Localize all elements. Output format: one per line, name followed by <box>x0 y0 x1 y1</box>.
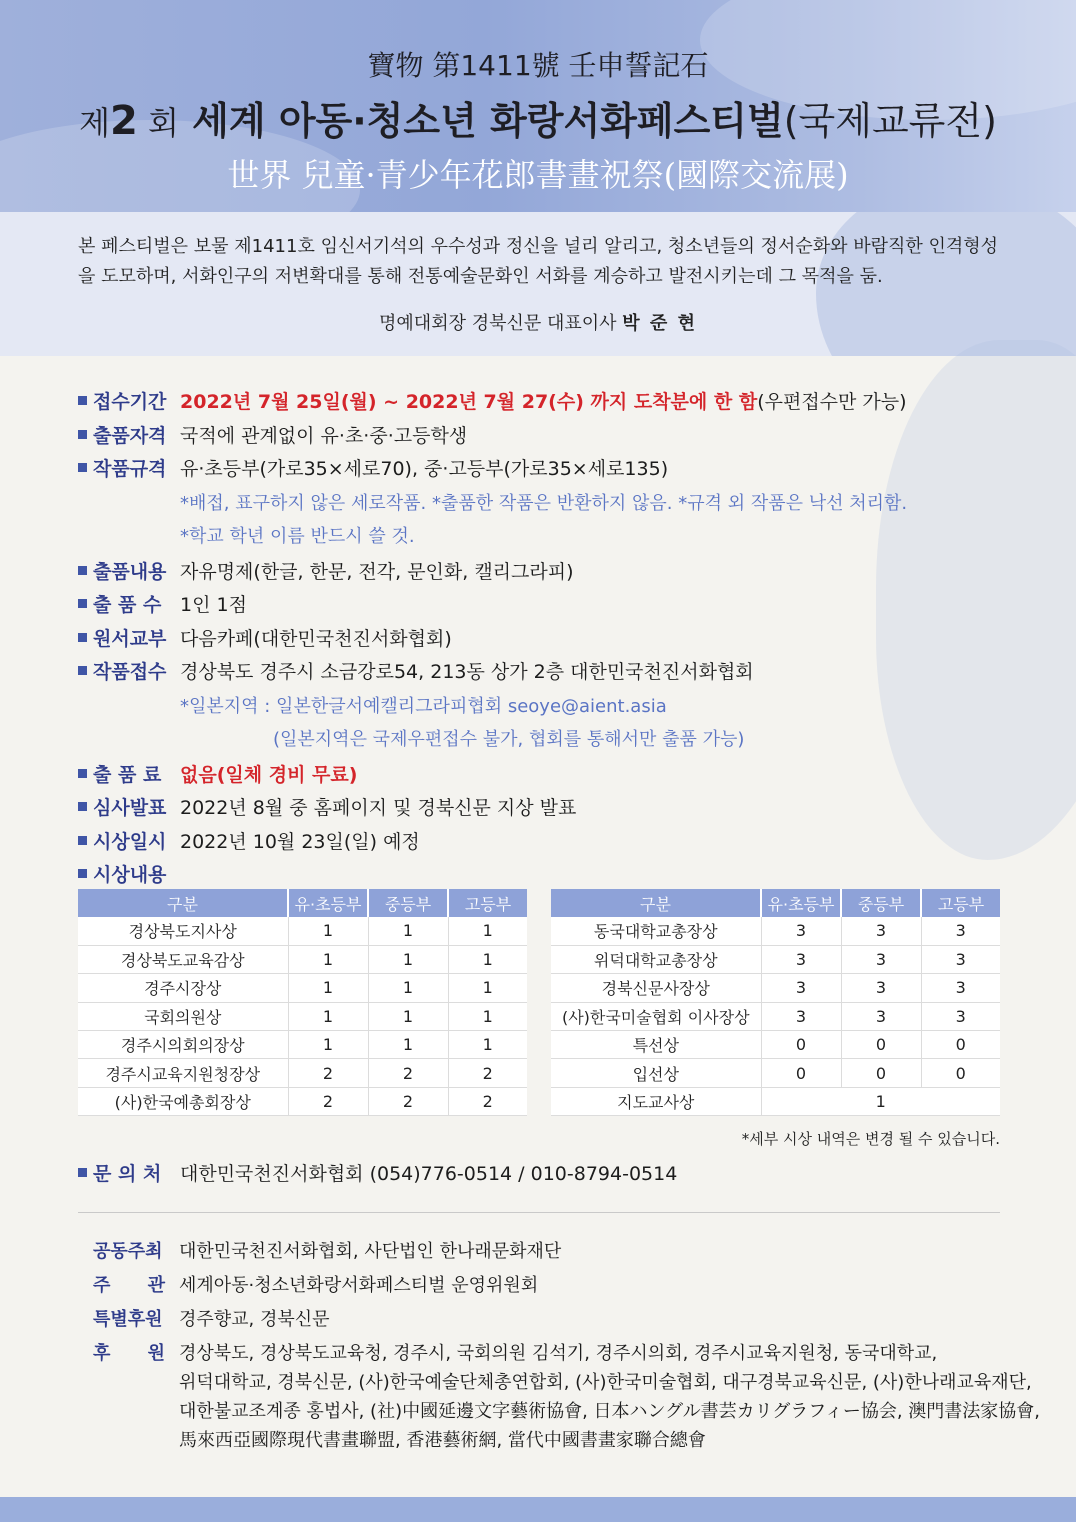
org-label: 특별후원 <box>93 1309 163 1330</box>
info-row-period: 접수기간 2022년 7월 25일(월) ~ 2022년 7월 27(수) 까지 도착분에 한 함(우편접수만 가능) <box>78 386 1008 420</box>
table-row: 입선상 0 0 0 <box>551 1059 1000 1087</box>
sponsor-line: 위덕대학교, 경북신문, (사)한국예술단체총연합회, (사)한국미술협회, 대구경북교육신문, (사)한나래교육재단, <box>179 1372 1032 1393</box>
table-row: 경상북도교육감상 1 1 1 <box>78 945 527 973</box>
square-bullet-icon <box>78 869 87 878</box>
contact-row: 문 의 처 대한민국천진서화협회 (054)776-0514 / 010-8794-0514 <box>78 1158 1008 1192</box>
table-row: 경주시교육지원청장상 2 2 2 <box>78 1059 527 1087</box>
festival-title <box>0 90 1076 145</box>
header-banner <box>0 0 1076 212</box>
spec-note: *배접, 표구하지 않은 세로작품. *출품한 작품은 반환하지 않음. *규격 외 작품은 낙선 처리함. <box>180 492 908 514</box>
square-bullet-icon <box>78 566 87 575</box>
award-table-right <box>551 889 1000 1116</box>
info-row-awards: 시상내용 <box>78 859 1008 893</box>
info-row-form: 원서교부 다음카페(대한민국천진서화협회) <box>78 623 1008 657</box>
table-row: 경주시장상 1 1 1 <box>78 974 527 1002</box>
table-row: 지도교사상 1 <box>551 1087 1000 1115</box>
info-row-count: 출 품 수 1인 1점 <box>78 589 1008 623</box>
square-bullet-icon <box>78 666 87 675</box>
org-row-sponsor <box>93 1339 1040 1455</box>
festival-title-hanja: 世界 兒童·青少年花郎書畫祝祭(國際交流展) <box>227 156 849 194</box>
info-row-receipt: 작품접수 경상북도 경주시 소금강로54, 213동 상가 2층 대한민국천진서화협회 <box>78 656 1008 690</box>
table-row: 국회의원상 1 1 1 <box>78 1002 527 1030</box>
treasure-title: 寶物 第1411號 壬申誓記石 <box>367 49 709 82</box>
contact-value: 대한민국천진서화협회 (054)776-0514 / 010-8794-0514 <box>180 1163 678 1185</box>
spec-note: *학교 학년 이름 반드시 쓸 것. <box>180 526 415 547</box>
table-row: 동국대학교총장상 3 3 3 <box>551 917 1000 945</box>
info-row-fee: 출 품 료 없음(일체 경비 무료) <box>78 759 1008 793</box>
festival-title-paren: (국제교류전) <box>783 99 997 143</box>
table-note: *세부 시상 내역은 변경 될 수 있습니다. <box>741 1130 1000 1148</box>
edition: 제2 회 <box>79 98 179 144</box>
receipt-note: *일본지역 : 일본한글서예캘리그라피협회 seoye@aient.asia <box>180 695 667 717</box>
info-row-ceremony: 시상일시 2022년 10월 23일(일) 예정 <box>78 826 1008 860</box>
footer-band <box>0 1497 1076 1522</box>
org-row-organizer: 주 관 세계아동·청소년화랑서화페스티벌 운영위원회 <box>93 1271 1023 1300</box>
info-row-content: 출품내용 자유명제(한글, 한문, 전각, 문인화, 캘리그라피) <box>78 556 1008 590</box>
sponsor-line: 대한불교조계종 홍법사, (社)中國延邊文字藝術協會, 日本ハングル書芸カリグラフィー協会, 澳門書法家協會, <box>179 1401 1040 1422</box>
org-row-cohost: 공동주최 대한민국천진서화협회, 사단법인 한나래문화재단 <box>93 1237 1023 1266</box>
sponsor-line: 경상북도, 경상북도교육청, 경주시, 국회의원 김석기, 경주시의회, 경주시교육지원청, 동국대학교, <box>179 1343 938 1364</box>
info-list <box>78 386 1008 893</box>
table-row: 경상북도지사상 1 1 1 <box>78 917 527 945</box>
square-bullet-icon <box>78 633 87 642</box>
square-bullet-icon <box>78 599 87 608</box>
org-label: 후 원 <box>93 1343 165 1364</box>
intro-section <box>0 212 1076 356</box>
receipt-note: (일본지역은 국제우편접수 불가, 협회를 통해서만 출품 가능) <box>273 729 745 750</box>
festival-title-main: 세계 아동·청소년 화랑서화페스티벌 <box>192 99 784 143</box>
square-bullet-icon <box>78 430 87 439</box>
representative-name: 박 준 현 <box>622 313 697 334</box>
org-label: 주 관 <box>93 1275 165 1296</box>
table-row: (사)한국예총회장상 2 2 2 <box>78 1087 527 1115</box>
table-row: (사)한국미술협회 이사장상 3 3 3 <box>551 1002 1000 1030</box>
square-bullet-icon <box>78 769 87 778</box>
table-row: 경북신문사장상 3 3 3 <box>551 974 1000 1002</box>
table-row: 특선상 0 0 0 <box>551 1031 1000 1059</box>
table-header-row: 구분 유·초등부 중등부 고등부 <box>78 889 527 917</box>
divider <box>78 1212 1000 1213</box>
info-row-judge: 심사발표 2022년 8월 중 홈페이지 및 경북신문 지상 발표 <box>78 792 1008 826</box>
intro-text: 본 페스티벌은 보물 제1411호 임신서기석의 우수성과 정신을 널리 알리고, 청소년들의 정서순화와 바람직한 인격형성을 도모하며, 서화인구의 저변확대를 통해 전통예술문화인 서화를 계승하고 발전시키는데 그 목적을 둠. <box>78 236 999 287</box>
table-row: 경주시의회의장상 1 1 1 <box>78 1031 527 1059</box>
org-row-special: 특별후원 경주향교, 경북신문 <box>93 1305 1023 1334</box>
table-header-row: 구분 유·초등부 중등부 고등부 <box>551 889 1000 917</box>
organizers <box>93 1237 1040 1455</box>
org-label: 공동주최 <box>93 1241 163 1262</box>
sponsor-line: 馬來西亞國際現代書畫聯盟, 香港藝術網, 當代中國書畫家聯合總會 <box>179 1430 706 1451</box>
square-bullet-icon <box>78 463 87 472</box>
award-table-left <box>78 889 527 1116</box>
table-row: 위덕대학교총장상 3 3 3 <box>551 945 1000 973</box>
square-bullet-icon <box>78 836 87 845</box>
info-row-eligibility: 출품자격 국적에 관계없이 유·초·중·고등학생 <box>78 420 1008 454</box>
square-bullet-icon <box>78 802 87 811</box>
square-bullet-icon <box>78 396 87 405</box>
square-bullet-icon <box>78 1168 87 1177</box>
intro-signature: 명예대회장 경북신문 대표이사 박 준 현 <box>379 313 697 334</box>
info-row-spec: 작품규격 유·초등부(가로35×세로70), 중·고등부(가로35×세로135) <box>78 453 1008 487</box>
